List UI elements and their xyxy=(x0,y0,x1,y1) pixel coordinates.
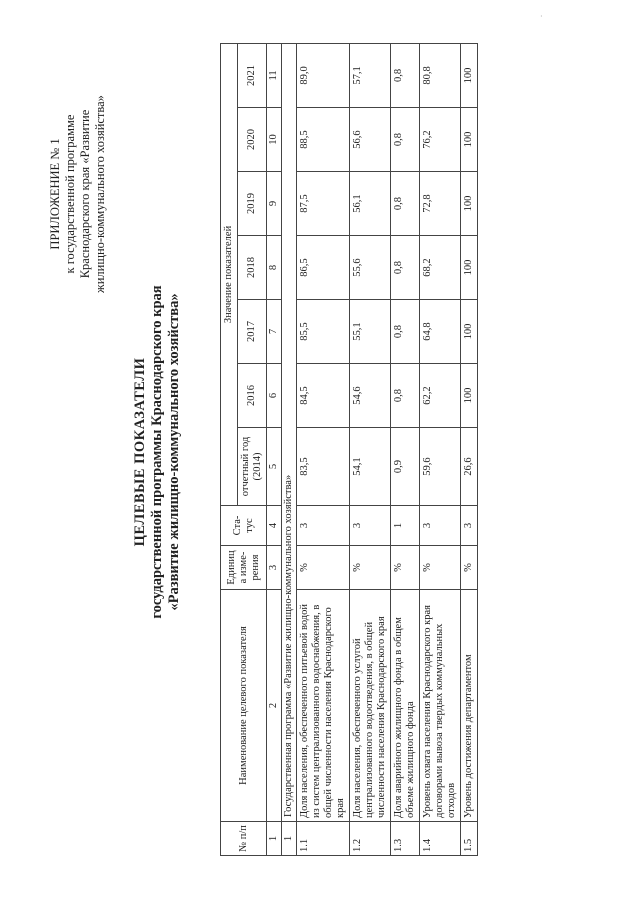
header-year: 2020 xyxy=(238,108,267,172)
table-row xyxy=(350,43,391,855)
row-unit: % xyxy=(420,546,461,590)
table-row xyxy=(297,43,350,855)
targets-table xyxy=(220,43,478,856)
row-value-2020: 56,6 xyxy=(350,108,391,172)
row-unit: % xyxy=(391,546,420,590)
row-name: Уровень охвата населения Краснодарского края договорами вывоза твердых коммунальных отходов xyxy=(420,590,461,822)
row-value-2017: 100 xyxy=(461,300,478,364)
row-value-2016: 0,8 xyxy=(391,364,420,428)
row-value-2019: 0,8 xyxy=(391,172,420,236)
table-row xyxy=(461,43,478,855)
row-value-2017: 55,1 xyxy=(350,300,391,364)
appendix-title: ПРИЛОЖЕНИЕ № 1 xyxy=(48,138,62,250)
row-value-2018: 0,8 xyxy=(391,236,420,300)
row-value-2019: 87,5 xyxy=(297,172,350,236)
row-value-2016: 100 xyxy=(461,364,478,428)
title-sub: государственной программы Краснодарского края xyxy=(149,285,165,619)
column-number: 7 xyxy=(267,300,282,364)
column-number: 1 xyxy=(267,822,282,856)
program-num: 1 xyxy=(282,822,297,856)
row-name: Доля аварийного жилищного фонда в общем объеме жилищного фонда xyxy=(391,590,420,822)
program-name: Государственная программа «Развитие жилищно-коммунального хозяйства» xyxy=(282,43,297,821)
row-value-2021: 80,8 xyxy=(420,43,461,107)
row-value-2021: 57,1 xyxy=(350,43,391,107)
row-value-2020: 88,5 xyxy=(297,108,350,172)
column-number: 9 xyxy=(267,172,282,236)
column-number: 6 xyxy=(267,364,282,428)
header-year: 2018 xyxy=(238,236,267,300)
header-row xyxy=(221,43,238,855)
row-name: Доля населения, обеспеченного питьевой водой из систем централизованного водоснабжения, в общей численности населения Краснодарского края xyxy=(297,590,350,822)
row-num: 1.4 xyxy=(420,822,461,856)
row-value-2018: 86,5 xyxy=(297,236,350,300)
row-value-2020: 0,8 xyxy=(391,108,420,172)
row-status: 3 xyxy=(461,506,478,546)
title-sub: «Развитие жилищно-коммунального хозяйства» xyxy=(166,293,182,611)
column-number: 11 xyxy=(267,43,282,107)
row-unit: % xyxy=(461,546,478,590)
row-name: Доля населения, обеспеченного услугой централизованного водоотведения, в общей численности населения Краснодарского края xyxy=(350,590,391,822)
row-unit: % xyxy=(350,546,391,590)
row-value-2014: 26,6 xyxy=(461,428,478,506)
row-value-2019: 100 xyxy=(461,172,478,236)
header-year: 2019 xyxy=(238,172,267,236)
row-value-2014: 54,1 xyxy=(350,428,391,506)
row-name: Уровень достижения департаментом xyxy=(461,590,478,822)
column-number: 5 xyxy=(267,428,282,506)
column-number: 8 xyxy=(267,236,282,300)
column-number: 4 xyxy=(267,506,282,546)
row-status: 1 xyxy=(391,506,420,546)
row-value-2014: 0,9 xyxy=(391,428,420,506)
row-status: 3 xyxy=(297,506,350,546)
column-number: 3 xyxy=(267,546,282,590)
header-year: 2017 xyxy=(238,300,267,364)
header-year: 2016 xyxy=(238,364,267,428)
appendix-line: Краснодарского края «Развитие xyxy=(78,109,92,279)
header-status: Ста-тус xyxy=(221,506,267,546)
row-value-2020: 76,2 xyxy=(420,108,461,172)
row-value-2014: 59,6 xyxy=(420,428,461,506)
row-num: 1.5 xyxy=(461,822,478,856)
row-value-2020: 100 xyxy=(461,108,478,172)
title-main: ЦЕЛЕВЫЕ ПОКАЗАТЕЛИ xyxy=(132,357,148,547)
row-num: 1.3 xyxy=(391,822,420,856)
row-value-2017: 64,8 xyxy=(420,300,461,364)
appendix-line: жилищно-коммунального хозяйства» xyxy=(93,95,107,293)
header-name: Наименование целевого показателя xyxy=(221,590,267,822)
row-status: 3 xyxy=(350,506,391,546)
row-num: 1.2 xyxy=(350,822,391,856)
row-value-2021: 89,0 xyxy=(297,43,350,107)
table-row xyxy=(420,43,461,855)
row-value-2018: 55,6 xyxy=(350,236,391,300)
header-num: № п/п xyxy=(221,822,267,856)
program-row xyxy=(282,43,297,855)
scan-mark: · xyxy=(540,12,543,21)
row-value-2014: 83,5 xyxy=(297,428,350,506)
column-number: 10 xyxy=(267,108,282,172)
table-row xyxy=(391,43,420,855)
appendix-block xyxy=(48,84,108,304)
row-value-2021: 100 xyxy=(461,43,478,107)
row-value-2021: 0,8 xyxy=(391,43,420,107)
header-reporting-year: отчетный год (2014) xyxy=(238,428,267,506)
appendix-line: к государственной программе xyxy=(63,114,77,274)
page-title xyxy=(132,42,183,862)
row-value-2016: 62,2 xyxy=(420,364,461,428)
column-number-row xyxy=(267,43,282,855)
row-value-2017: 0,8 xyxy=(391,300,420,364)
row-value-2018: 100 xyxy=(461,236,478,300)
row-value-2016: 84,5 xyxy=(297,364,350,428)
header-unit: Единица изме-рения xyxy=(221,546,267,590)
row-status: 3 xyxy=(420,506,461,546)
row-unit: % xyxy=(297,546,350,590)
column-number: 2 xyxy=(267,590,282,822)
row-value-2018: 68,2 xyxy=(420,236,461,300)
row-value-2017: 85,5 xyxy=(297,300,350,364)
header-values-group: Значение показателей xyxy=(221,43,238,505)
row-num: 1.1 xyxy=(297,822,350,856)
row-value-2019: 56,1 xyxy=(350,172,391,236)
header-year: 2021 xyxy=(238,43,267,107)
row-value-2016: 54,6 xyxy=(350,364,391,428)
row-value-2019: 72,8 xyxy=(420,172,461,236)
rotated-page xyxy=(40,42,600,862)
